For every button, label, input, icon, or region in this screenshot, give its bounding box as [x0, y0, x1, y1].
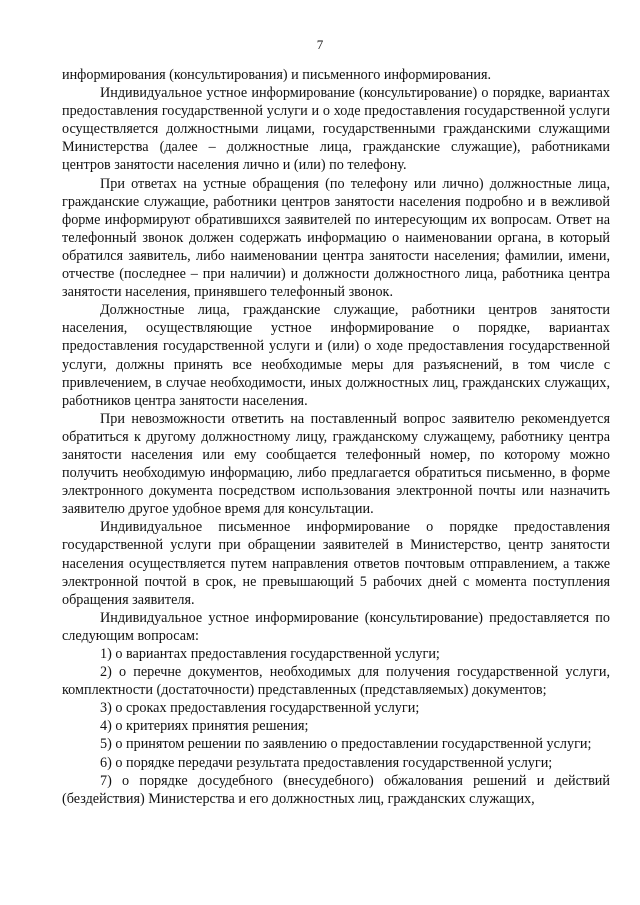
list-item: 7) о порядке досудебного (внесудебного) обжалования решений и действий (бездействия) Министерства и его должностных лиц, гражданских служащих,	[62, 772, 610, 807]
list-item: 1) о вариантах предоставления государственной услуги;	[100, 646, 440, 662]
list-item: 2) о перечне документов, необходимых для получения государственной услуги, комплектности (достаточности) представленных (представляемых) документов;	[62, 664, 610, 699]
paragraph: При невозможности ответить на поставленный вопрос заявителю рекомендуется обратиться к другому должностному лицу, гражданскому служащему, работнику центра занятости населения или ему сообщается телефонный номер, по которому можно получить необходимую информацию, либо предлагается обратиться письменно, в форме электронного документа посредством использования электронной почты или назначить заявителю другое удобное время для консультации.	[62, 410, 610, 518]
list-item: 3) о сроках предоставления государственной услуги;	[100, 700, 420, 717]
paragraph: При ответах на устные обращения (по телефону или лично) должностные лица, гражданские служащие, работники центров занятости населения подробно и в вежливой форме информируют обратившихся заявителей по интересующим их вопросам. Ответ на телефонный звонок должен содержать информацию о наименовании органа, в который обратился заявитель, либо наименовании центра занятости населения; фамилии, имени, отчестве (последнее – при наличии) и должности должностного лица, работника центра занятости населения, принявшего телефонный звонок.	[62, 175, 610, 301]
list-item: 4) о критериях принятия решения;	[100, 718, 309, 735]
paragraph: Индивидуальное устное информирование (консультирование) о порядке, вариантах предоставления государственной услуги и о ходе предоставления государственной услуги осуществляется должностными лицами, государственными гражданскими служащими Министерства (далее – должностные лица, гражданские служащие), работниками центров занятости населения лично и (или) по телефону.	[62, 85, 610, 174]
paragraph: Индивидуальное письменное информирование о порядке предоставления государственной услуги при обращении заявителей в Министерство, центр занятости населения осуществляется путем направления ответов почтовым отправлением, а также электронной почтой в срок, не превышающий 5 рабочих дней с момента поступления обращения заявителя.	[62, 519, 610, 608]
document-body	[62, 66, 610, 808]
paragraph: информирования (консультирования) и письменного информирования.	[62, 67, 492, 83]
paragraph: Должностные лица, гражданские служащие, работники центров занятости населения, осуществляющие устное информирование о порядке, вариантах предоставления государственной услуги и (или) о ходе предоставления государственной услуги, должны принять все необходимые меры для разъяснений, в том числе с привлечением, в случае необходимости, иных должностных лиц, гражданских служащих, работников центра занятости населения.	[62, 302, 610, 409]
list-item: 5) о принятом решении по заявлению о предоставлении государственной услуги;	[100, 736, 592, 753]
page-number: 7	[316, 37, 324, 52]
paragraph: Индивидуальное устное информирование (консультирование) предоставляется по следующим вопросам:	[62, 609, 610, 644]
list-item: 6) о порядке передачи результата предоставления государственной услуги;	[100, 754, 553, 771]
